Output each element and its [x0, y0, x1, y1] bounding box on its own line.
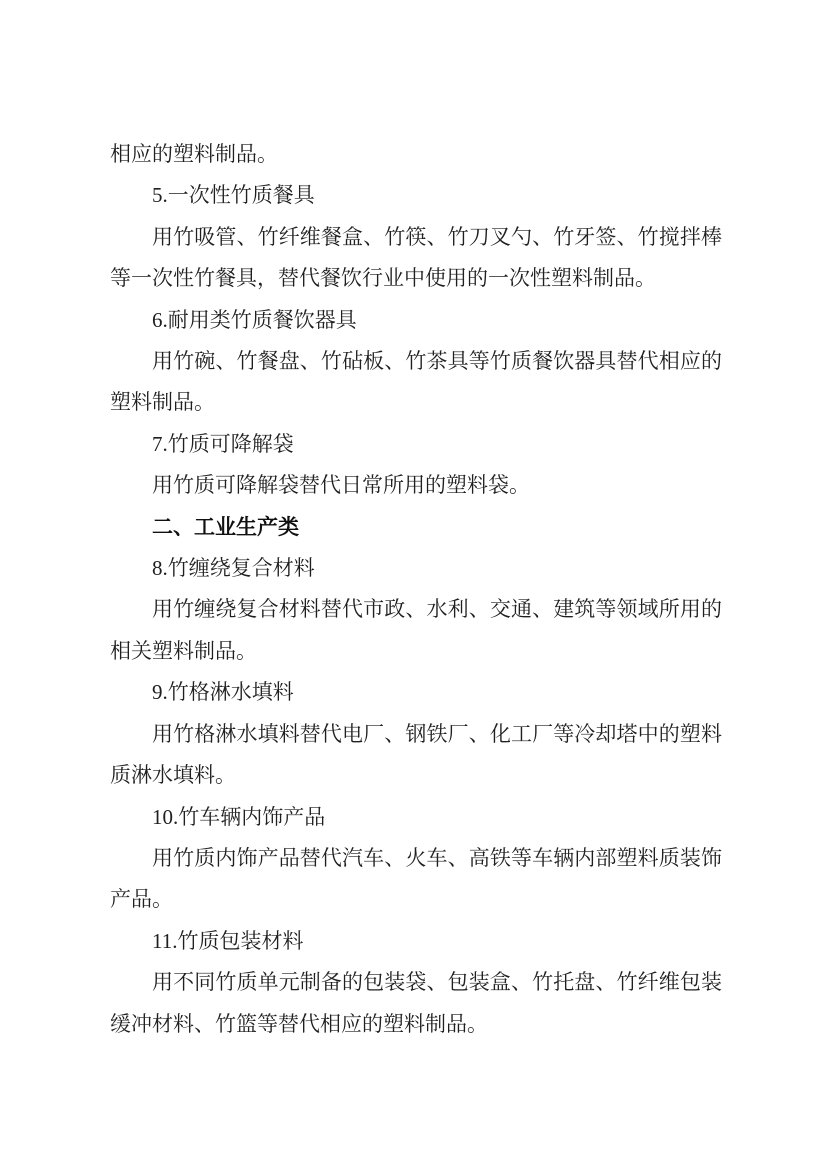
document-body: [110, 134, 722, 1045]
item-title: 5.一次性竹质餐具: [152, 183, 315, 208]
item-title: 9.竹格淋水填料: [152, 680, 294, 705]
paragraph: 用竹格淋水填料替代电厂、钢铁厂、化工厂等冷却塔中的塑料质淋水填料。: [110, 721, 722, 788]
paragraph: 用竹质内饰产品替代汽车、火车、高铁等车辆内部塑料质装饰产品。: [110, 845, 722, 912]
paragraph: 用竹碗、竹餐盘、竹砧板、竹茶具等竹质餐饮器具替代相应的塑料制品。: [110, 349, 722, 415]
item-title: 7.竹质可降解袋: [152, 431, 294, 456]
section-heading: 二、工业生产类: [152, 515, 299, 539]
paragraph: 相应的塑料制品。: [110, 142, 278, 166]
paragraph: 用竹吸管、竹纤维餐盒、竹筷、竹刀叉勺、竹牙签、竹搅拌棒等一次性竹餐具，替代餐饮行业中使用的一次性塑料制品。: [110, 224, 722, 291]
item-title: 10.竹车辆内饰产品: [152, 804, 326, 829]
paragraph: 用竹质可降解袋替代日常所用的塑料袋。: [152, 473, 530, 498]
item-title: 8.竹缠绕复合材料: [152, 556, 315, 581]
paragraph: 用竹缠绕复合材料替代市政、水利、交通、建筑等领域所用的相关塑料制品。: [110, 597, 722, 663]
item-title: 11.竹质包装材料: [152, 928, 304, 953]
item-title: 6.耐用类竹质餐饮器具: [152, 307, 357, 332]
paragraph: 用不同竹质单元制备的包装袋、包装盒、竹托盘、竹纤维包装缓冲材料、竹篮等替代相应的塑料制品。: [110, 970, 722, 1036]
